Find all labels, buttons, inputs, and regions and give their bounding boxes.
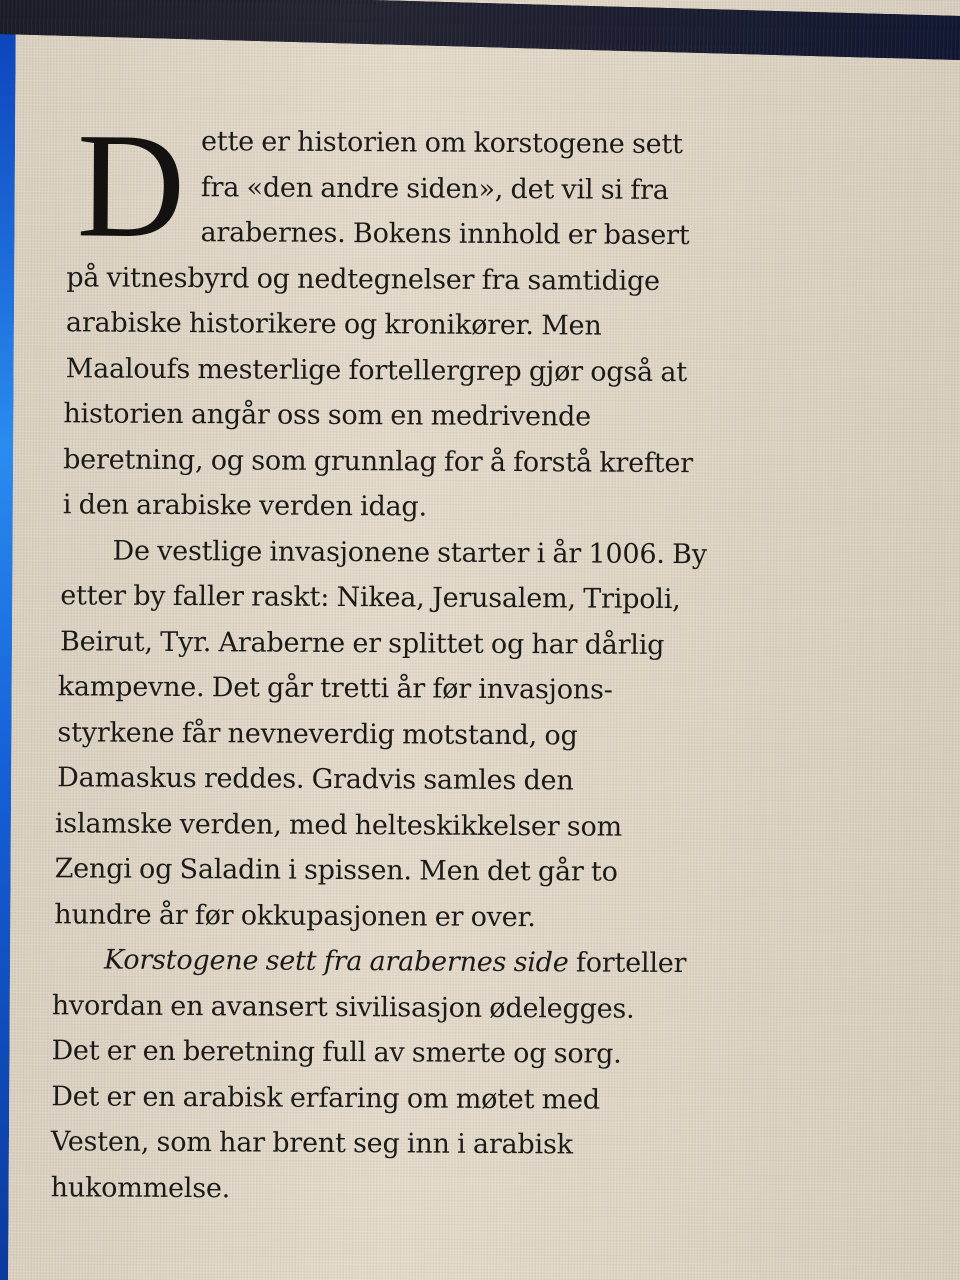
text-line: kampevne. Det går tretti år før invasjons-	[57, 671, 613, 706]
text-line: Beirut, Tyr. Araberne er splittet og har dårlig	[59, 625, 665, 661]
text-line: De vestlige invasjonene starter i år 1006. By	[112, 535, 707, 570]
text-line: hukommelse.	[50, 1171, 231, 1204]
book-title-italic: Korstogene sett fra arabernes side	[103, 944, 569, 979]
text-line: arabernes. Bokens innhold er basert	[200, 217, 690, 252]
blurb-text	[49, 102, 776, 1214]
text-line: styrkene får nevneverdig motstand, og	[57, 716, 578, 751]
text-fragment: forteller	[568, 947, 687, 980]
book-back-cover	[8, 0, 960, 1280]
drop-cap: D	[76, 102, 186, 270]
text-line: Det er en beretning full av smerte og sorg.	[51, 1035, 622, 1070]
text-line: på vitnesbyrd og nedtegnelser fra samtidige	[66, 261, 660, 297]
text-line: Det er en arabisk erfaring om møtet med	[51, 1080, 601, 1116]
text-line: historien angår oss som en medrivende	[63, 398, 592, 433]
cover-top-dark-band	[0, 0, 960, 61]
text-line: Zengi og Saladin i spissen. Men det går to	[54, 853, 618, 888]
text-line: Damaskus reddes. Gradvis samles den	[57, 762, 574, 797]
text-line: hundre år før okkupasjonen er over.	[54, 898, 536, 933]
text-line: etter by faller raskt: Nikea, Jerusalem, Tripoli,	[60, 580, 681, 616]
text-line: hvordan en avansert sivilisasjon ødelegges.	[51, 989, 635, 1025]
text-line: ette er historien om korstogene sett	[200, 126, 683, 161]
text-line: Maaloufs mesterlige fortellergrep gjør også at	[65, 352, 688, 388]
paragraph-2	[50, 528, 772, 942]
text-line: beretning, og som grunnlag for å forstå krefter	[63, 443, 693, 479]
text-line: i den arabiske verden idag.	[62, 489, 428, 523]
paragraph-3	[49, 937, 771, 1214]
text-line: arabiske historikere og kronikører. Men	[65, 307, 602, 342]
text-line	[52, 937, 770, 987]
paragraph-1	[53, 102, 775, 532]
text-line: islamske verden, med helteskikkelser som	[54, 807, 623, 843]
text-line: Vesten, som har brent seg inn i arabisk	[50, 1126, 573, 1161]
text-line: fra «den andre siden», det vil si fra	[200, 171, 669, 206]
